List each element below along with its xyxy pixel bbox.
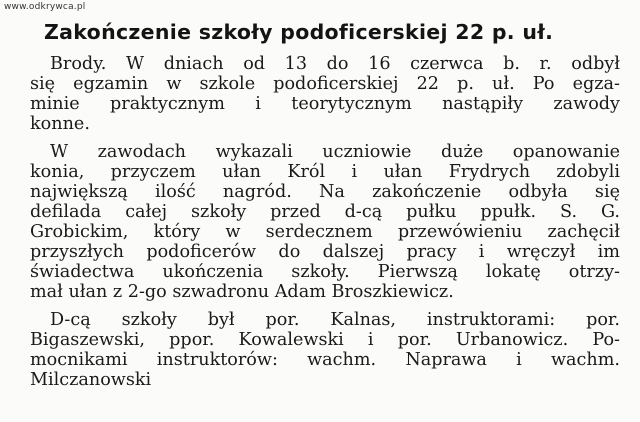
- paragraph-1-line-4: konne.: [30, 114, 90, 134]
- paragraph-2-line-1: W zawodach wykazali uczniowie duże opanowanie: [50, 142, 620, 162]
- paragraph-1-line-3: minie praktycznym i teorytycznym nastąpiły zawody: [30, 94, 620, 114]
- paragraph-2-line-4: defilada całej szkoły przed d-cą pułku ppułk. S. G.: [30, 202, 620, 222]
- paragraph-2-line-6: przyszłych podoficerów do dalszej pracy i wręczył im: [30, 242, 620, 262]
- paragraph-3-line-4: Milczanowski: [30, 370, 152, 390]
- paragraph-2-line-3: największą ilość nagród. Na zakończenie odbyła się: [30, 182, 620, 202]
- paragraph-1-line-1: Brody. W dniach od 13 do 16 czerwca b. r. odbył: [50, 54, 620, 74]
- watermark: www.odkrywca.pl: [4, 2, 86, 12]
- paragraph-3-line-2: Bigaszewski, ppor. Kowalewski i por. Urbanowicz. Po-: [30, 330, 620, 350]
- paragraph-3-line-3: mocnikami instruktorów: wachm. Naprawa i wachm.: [30, 350, 620, 370]
- article-headline: Zakończenie szkoły podoficerskiej 22 p. uł.: [44, 20, 554, 44]
- paragraph-2-line-8: mał ułan z 2-go szwadronu Adam Broszkiewicz.: [30, 282, 454, 302]
- paragraph-1-line-2: się egzamin w szkole podoficerskiej 22 p. uł. Po egza-: [30, 74, 620, 94]
- paragraph-2-line-5: Grobickim, który w serdecznem przewówieniu zachęcił: [30, 222, 620, 242]
- paragraph-3-line-1: D-cą szkoły był por. Kalnas, instruktorami: por.: [50, 310, 620, 330]
- paragraph-2-line-2: konia, przyczem ułan Król i ułan Frydrych zdobyli: [30, 162, 620, 182]
- paragraph-2-line-7: świadectwa ukończenia szkoły. Pierwszą lokatę otrzy-: [30, 262, 620, 282]
